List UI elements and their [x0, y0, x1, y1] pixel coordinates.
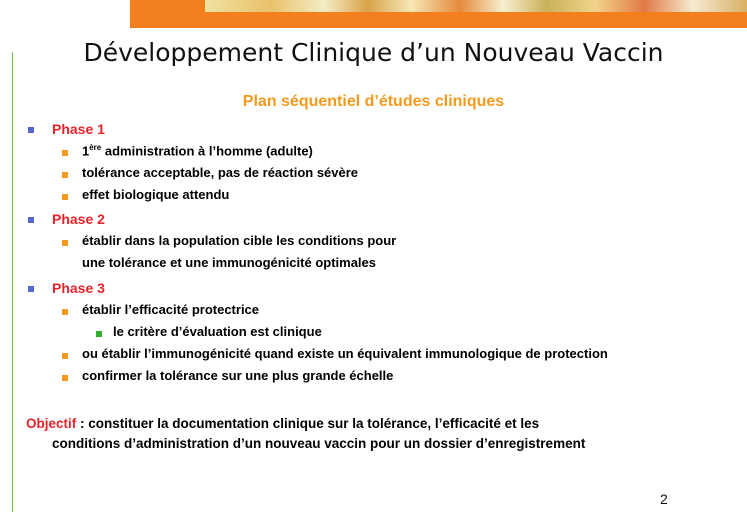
- phase3-subitem1: le critère d’évaluation est clinique: [113, 324, 322, 339]
- slide-title: Développement Clinique d’un Nouveau Vaccin: [83, 38, 664, 67]
- ordinal-suffix: ère: [89, 143, 102, 152]
- square-bullet-icon: [28, 286, 34, 292]
- page-number: 2: [660, 491, 668, 507]
- phase1-item3: effet biologique attendu: [82, 187, 230, 202]
- square-bullet-icon: [28, 127, 34, 133]
- phase3-item2: ou établir l’immunogénicité quand existe un équivalent immunologique de protection: [82, 346, 608, 361]
- phase3-label: Phase 3: [52, 280, 105, 296]
- square-bullet-icon: [62, 353, 68, 359]
- phase1-item2: tolérance acceptable, pas de réaction sévère: [82, 165, 359, 180]
- objective-keyword: Objectif: [26, 416, 77, 431]
- phase3-item1: établir l’efficacité protectrice: [82, 302, 260, 317]
- phase2-item1-line2: une tolérance et une immunogénicité optimales: [82, 255, 377, 270]
- square-bullet-icon: [62, 150, 68, 156]
- objective-line1-text: : constituer la documentation clinique sur la tolérance, l’efficacité et les: [76, 416, 540, 431]
- phase1-label: Phase 1: [52, 121, 105, 137]
- square-bullet-icon: [28, 217, 34, 223]
- phase1-item1-text: administration à l’homme (adulte): [101, 143, 313, 159]
- square-bullet-icon: [62, 375, 68, 381]
- square-bullet-icon: [96, 331, 102, 337]
- left-green-rule: [12, 52, 13, 512]
- objective-line1: [26, 414, 731, 434]
- square-bullet-icon: [62, 172, 68, 178]
- phase2-label: Phase 2: [52, 211, 105, 227]
- ordinal-number: 1: [82, 143, 90, 159]
- slide-subtitle: Plan séquentiel d’études cliniques: [242, 93, 505, 110]
- phase3-item3: confirmer la tolérance sur une plus grande échelle: [82, 368, 394, 383]
- header-photo-strip: [205, 0, 747, 12]
- phase1-item1: [82, 143, 313, 158]
- square-bullet-icon: [62, 309, 68, 315]
- phase2-item1-line1: établir dans la population cible les conditions pour: [82, 233, 397, 248]
- square-bullet-icon: [62, 240, 68, 246]
- objective-line2: conditions d’administration d’un nouveau vaccin pour un dossier d’enregistrement: [52, 436, 586, 451]
- objective-paragraph: [26, 414, 731, 454]
- square-bullet-icon: [62, 194, 68, 200]
